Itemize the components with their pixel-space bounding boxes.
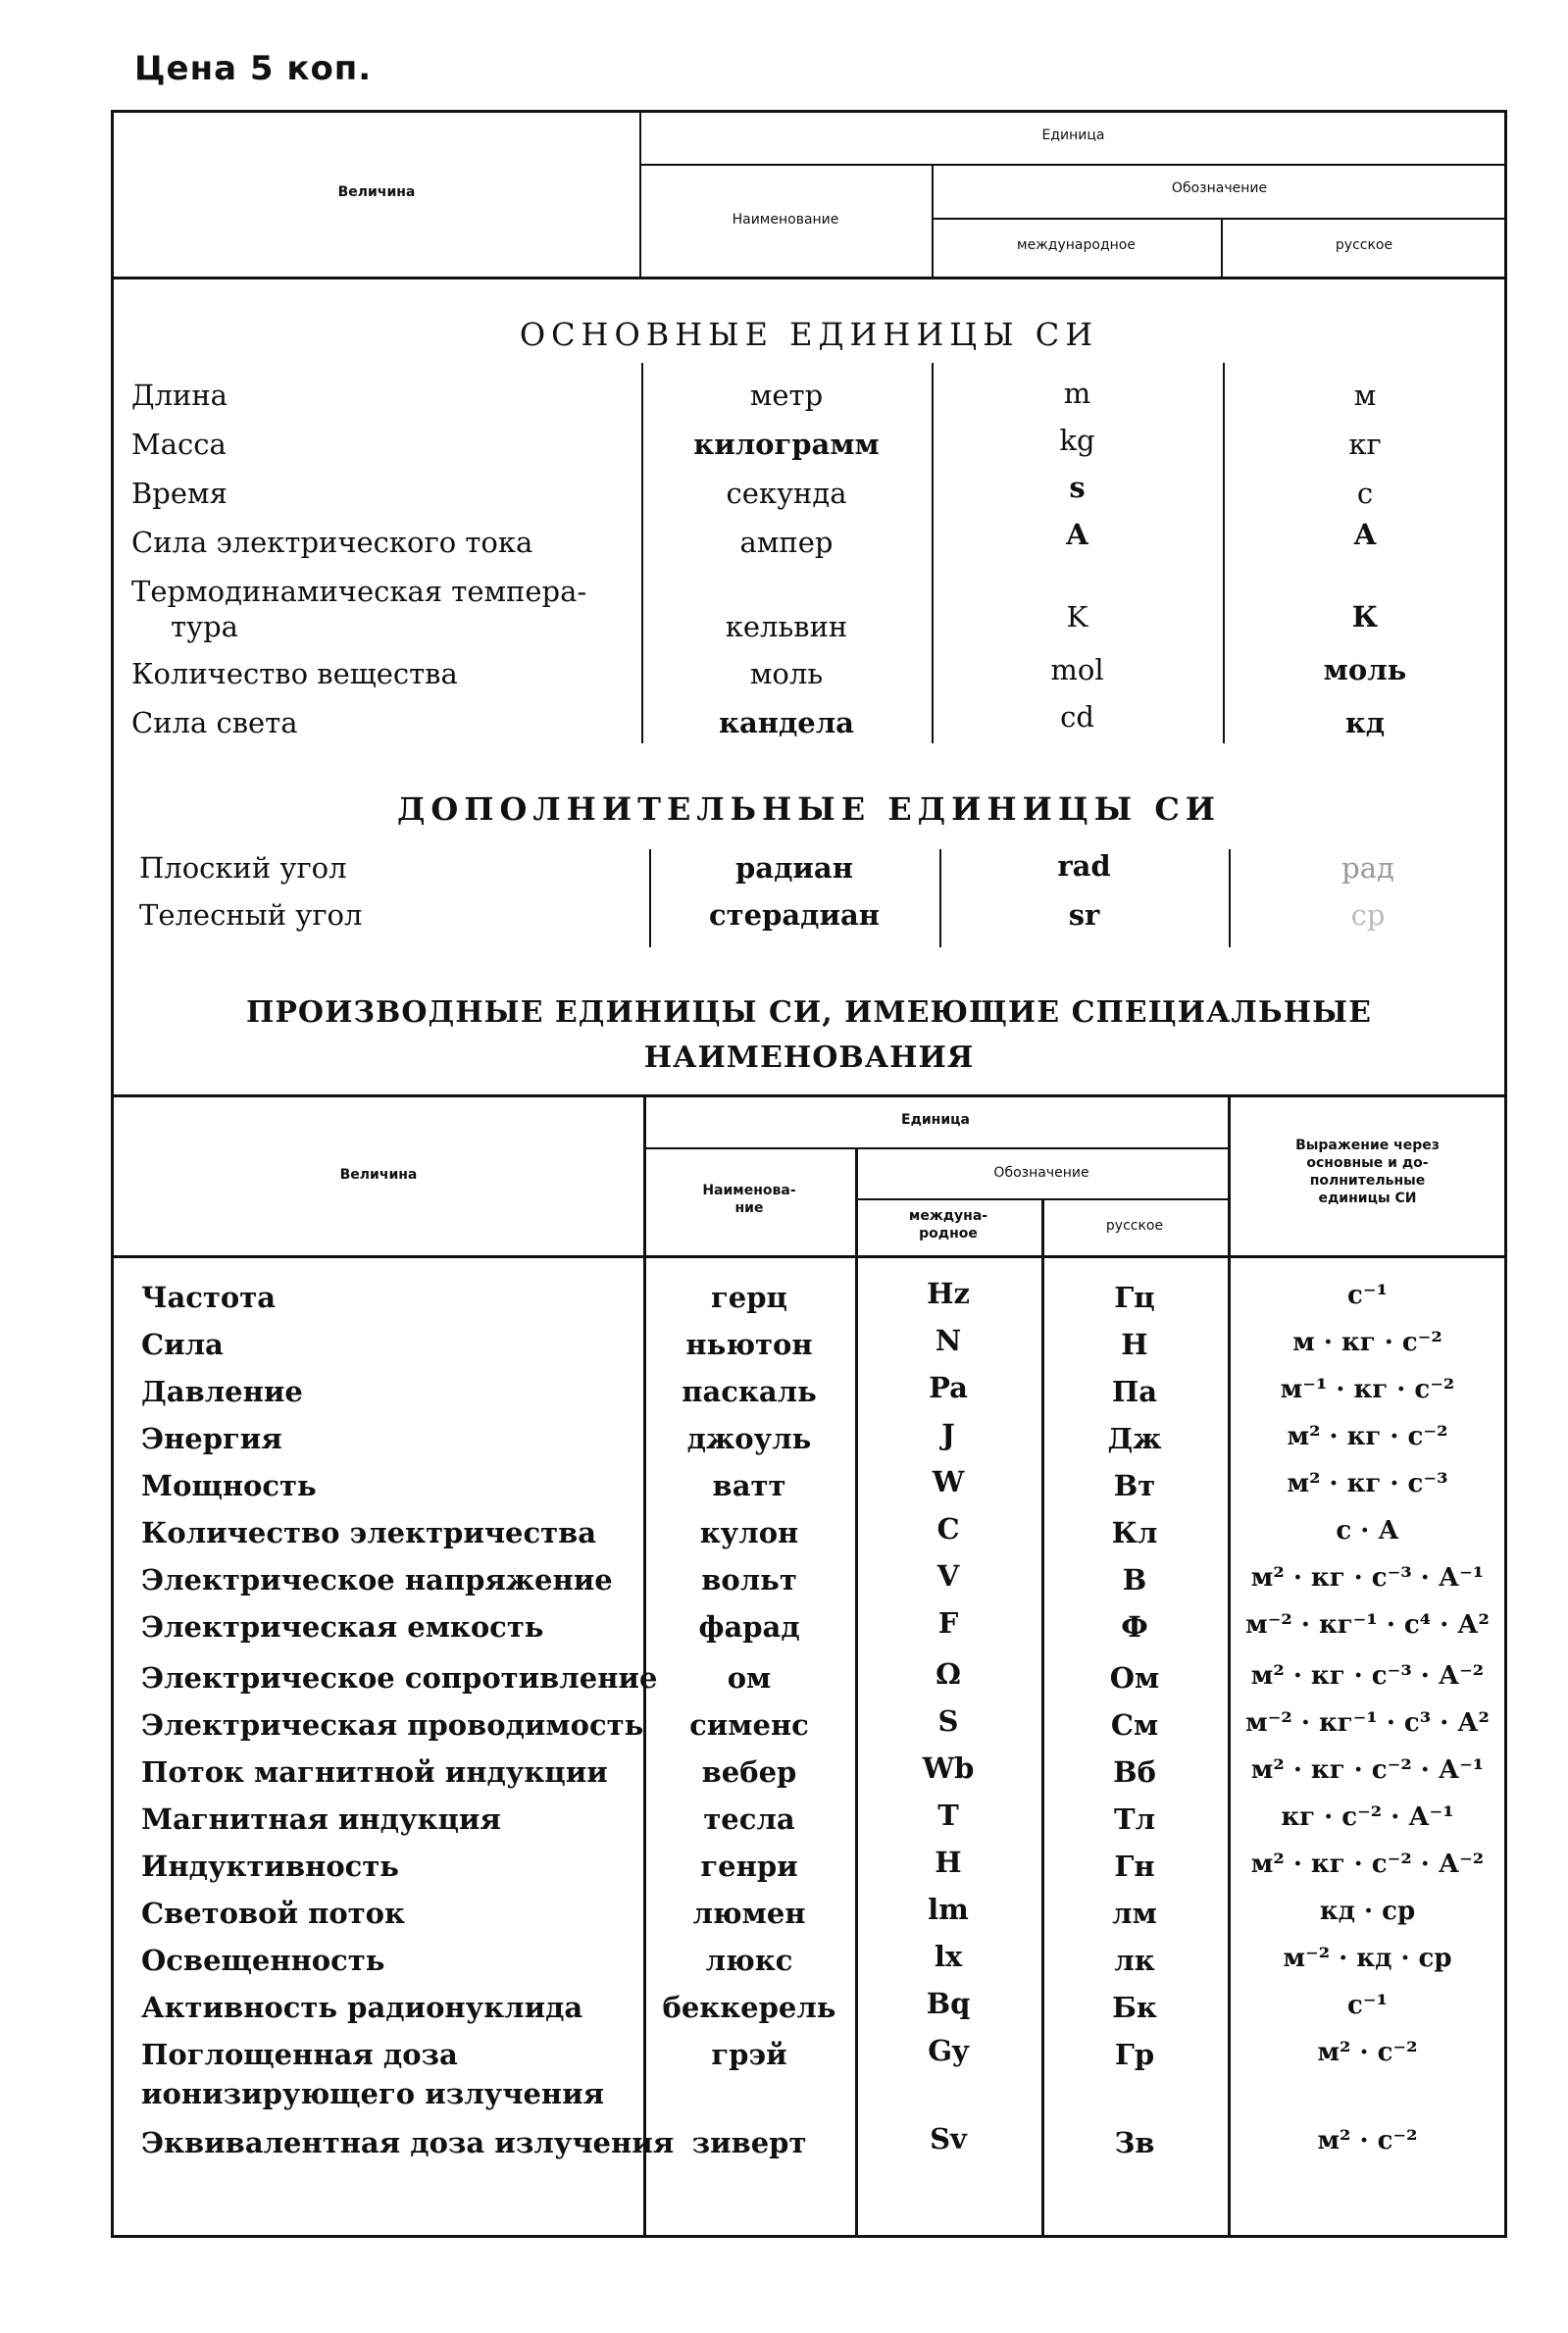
header2-name-l1: Наименова-	[702, 1183, 796, 1198]
header1-name: Наименование	[732, 212, 839, 228]
header1-bottom-line	[111, 277, 1507, 279]
derived-quantity: Электрическая проводимость	[141, 1708, 644, 1742]
basic-quantity: Время	[131, 477, 228, 510]
basic-name: моль	[749, 657, 824, 690]
derived-expr: м² · кг · с⁻² · А⁻²	[1250, 1850, 1485, 1879]
derived-expr: м² · кг · с⁻³ · А⁻²	[1250, 1661, 1485, 1691]
header1-quantity: Величина	[337, 184, 416, 200]
basic-quantity: Количество вещества	[131, 657, 458, 690]
derived-name: ньютон	[685, 1328, 813, 1361]
header2-designation: Обозначение	[993, 1165, 1089, 1181]
derived-expr: м · кг · с⁻²	[1292, 1328, 1442, 1357]
supp-rus: рад	[1341, 851, 1394, 885]
derived-quantity: Электрическая емкость	[141, 1610, 544, 1644]
basic-quantity: Сила электрического тока	[131, 526, 533, 559]
derived-name: ватт	[712, 1469, 786, 1502]
derived-expr: м⁻² · кг⁻¹ · с³ · А²	[1245, 1708, 1490, 1738]
basic-rus: кд	[1344, 706, 1386, 739]
derived-rus: Н	[1121, 1328, 1148, 1361]
basic-intl: m	[1063, 377, 1091, 410]
basic-intl: mol	[1050, 653, 1104, 686]
header2-expr-l4: единицы СИ	[1318, 1191, 1417, 1206]
derived-quantity: Освещенность	[141, 1944, 385, 1977]
section-derived-title-line2: НАИМЕНОВАНИЯ	[643, 1040, 975, 1075]
derived-intl: Bq	[926, 1987, 971, 2020]
header1-divider-designation	[932, 218, 1507, 220]
header2-expr-l3: полнительные	[1309, 1173, 1426, 1189]
derived-name: ом	[727, 1661, 772, 1695]
header2-intl-l2: родное	[919, 1226, 978, 1242]
basic-name: кельвин	[725, 610, 848, 643]
basic-quantity: Сила света	[131, 706, 298, 739]
derived-expr: м² · кг · с⁻³ · А⁻¹	[1250, 1563, 1485, 1593]
derived-expr: м⁻² · кд · ср	[1283, 1944, 1452, 1973]
derived-name: сименс	[689, 1708, 809, 1742]
derived-expr: м² · кг · с⁻³	[1287, 1469, 1448, 1498]
derived-quantity: Поток магнитной индукции	[141, 1755, 608, 1789]
derived-quantity: Давление	[141, 1375, 303, 1408]
derived-expr: м⁻² · кг⁻¹ · с⁴ · А²	[1245, 1610, 1490, 1640]
header2-divider-designation	[855, 1198, 1228, 1200]
header1-russian: русское	[1335, 237, 1393, 253]
basic-rus: м	[1353, 379, 1377, 412]
derived-quantity: Активность радионуклида	[141, 1991, 583, 2024]
derived-quantity: Количество электричества	[141, 1516, 597, 1549]
header1-designation: Обозначение	[1171, 180, 1268, 196]
basic-rus: кг	[1348, 428, 1382, 461]
derived-rus: Кл	[1111, 1516, 1158, 1549]
derived-intl: J	[941, 1418, 955, 1451]
basic-intl: A	[1066, 518, 1088, 551]
basic-rus: с	[1356, 477, 1374, 510]
header2-top-line	[111, 1094, 1507, 1097]
derived-rus: Бк	[1112, 1991, 1157, 2024]
derived-name: зиверт	[691, 2126, 807, 2159]
derived-intl: Sv	[930, 2122, 967, 2155]
derived-quantity: Эквивалентная доза излучения	[141, 2126, 675, 2159]
derived-intl: Pa	[929, 1371, 968, 1404]
derived-expr: м² · с⁻²	[1317, 2038, 1418, 2067]
derived-rus: Ом	[1109, 1661, 1160, 1695]
derived-quantity: Энергия	[141, 1422, 282, 1455]
derived-name: кулон	[699, 1516, 799, 1549]
derived-name: вольт	[701, 1563, 797, 1597]
header2-unit: Единица	[901, 1112, 970, 1128]
derived-intl: W	[932, 1465, 965, 1498]
basic-quantity: Термодинамическая темпера-	[131, 575, 587, 608]
derived-intl: F	[937, 1606, 959, 1640]
supp-quantity: Плоский угол	[139, 851, 347, 885]
basic-rus: А	[1353, 518, 1377, 551]
derived-name: генри	[700, 1850, 798, 1883]
basic-name: кандела	[719, 706, 854, 739]
derived-expr: кг · с⁻² · А⁻¹	[1281, 1802, 1454, 1832]
derived-rus: Ф	[1121, 1610, 1148, 1644]
derived-name: фарад	[698, 1610, 800, 1644]
derived-intl: Ω	[936, 1657, 961, 1691]
derived-expr: м² · с⁻²	[1317, 2126, 1418, 2155]
derived-quantity: Магнитная индукция	[141, 1802, 501, 1836]
derived-quantity: Мощность	[141, 1469, 317, 1502]
supp-name: радиан	[735, 851, 853, 885]
header1-divider-unit	[639, 164, 1507, 166]
header2-expr-l1: Выражение через	[1295, 1138, 1440, 1153]
header2-expr-l2: основные и до-	[1306, 1155, 1429, 1171]
section-basic-title: ОСНОВНЫЕ ЕДИНИЦЫ СИ	[519, 316, 1099, 353]
derived-name: грэй	[711, 2038, 787, 2071]
basic-intl: cd	[1060, 700, 1094, 734]
derived-intl: Wb	[922, 1751, 975, 1785]
derived-intl: V	[936, 1559, 960, 1593]
derived-quantity: Сила	[141, 1328, 224, 1361]
derived-quantity: Электрическое напряжение	[141, 1563, 613, 1597]
derived-name: беккерель	[662, 1991, 836, 2024]
derived-rus: Дж	[1107, 1422, 1162, 1455]
derived-name: вебер	[701, 1755, 797, 1789]
header2-name-l2: ние	[734, 1200, 764, 1216]
derived-rus: См	[1110, 1708, 1159, 1742]
derived-rus: лк	[1114, 1944, 1155, 1977]
derived-rus: Гн	[1114, 1850, 1155, 1883]
basic-name: секунда	[726, 477, 847, 510]
basic-quantity: Масса	[131, 428, 227, 461]
derived-expr: м² · кг · с⁻²	[1287, 1422, 1448, 1451]
derived-intl: lm	[928, 1893, 969, 1926]
basic-intl: kg	[1059, 424, 1095, 457]
derived-name: джоуль	[686, 1422, 812, 1455]
derived-quantity: Световой поток	[141, 1897, 405, 1930]
derived-rus: В	[1122, 1563, 1147, 1597]
supp-rus: ср	[1350, 898, 1386, 932]
price-label: Цена 5 коп.	[134, 49, 373, 88]
derived-intl: T	[937, 1799, 959, 1832]
basic-quantity: Длина	[131, 379, 228, 412]
derived-expr: с · А	[1336, 1516, 1399, 1546]
derived-rus: Вт	[1113, 1469, 1156, 1502]
section-derived-title-line1: ПРОИЗВОДНЫЕ ЕДИНИЦЫ СИ, ИМЕЮЩИЕ СПЕЦИАЛЬНЫЕ	[246, 995, 1372, 1030]
basic-name: ампер	[739, 526, 834, 559]
header2-bottom-line	[111, 1255, 1507, 1258]
supp-quantity: Телесный угол	[139, 898, 363, 932]
derived-quantity: Электрическое сопротивление	[141, 1661, 658, 1695]
derived-rus: Гр	[1114, 2038, 1155, 2071]
derived-intl: N	[935, 1324, 962, 1357]
derived-quantity: Индуктивность	[141, 1850, 399, 1883]
derived-col-divider-2	[855, 1147, 858, 2238]
supp-intl: rad	[1057, 849, 1111, 883]
basic-rus: моль	[1323, 653, 1407, 686]
derived-name: тесла	[703, 1802, 795, 1836]
derived-intl: lx	[934, 1940, 963, 1973]
derived-rus: Зв	[1114, 2126, 1155, 2159]
derived-rus: Вб	[1113, 1755, 1156, 1789]
basic-quantity-cont: тура	[171, 610, 238, 643]
derived-expr: м⁻¹ · кг · с⁻²	[1280, 1375, 1455, 1404]
derived-quantity: Частота	[141, 1281, 276, 1314]
section-supp-title: ДОПОЛНИТЕЛЬНЫЕ ЕДИНИЦЫ СИ	[396, 790, 1222, 828]
basic-rus: К	[1351, 600, 1379, 634]
header2-quantity: Величина	[339, 1167, 418, 1183]
derived-expr: кд · ср	[1319, 1897, 1416, 1926]
basic-name: килограмм	[693, 428, 880, 461]
derived-name: паскаль	[682, 1375, 817, 1408]
derived-rus: Па	[1111, 1375, 1158, 1408]
derived-intl: S	[937, 1704, 959, 1738]
derived-expr: м² · кг · с⁻² · А⁻¹	[1250, 1755, 1485, 1785]
derived-intl: C	[936, 1512, 960, 1546]
derived-quantity: Поглощенная доза	[141, 2038, 458, 2071]
basic-intl: K	[1066, 600, 1088, 634]
derived-expr: с⁻¹	[1347, 1281, 1388, 1310]
derived-intl: Hz	[927, 1277, 970, 1310]
derived-rus: лм	[1112, 1897, 1157, 1930]
derived-name: герц	[711, 1281, 787, 1314]
header1-unit: Единица	[1041, 127, 1105, 143]
derived-rus: Тл	[1113, 1802, 1156, 1836]
derived-quantity-cont: ионизирующего излучения	[141, 2077, 605, 2110]
derived-name: люмен	[692, 1897, 806, 1930]
header2-intl-l1: междуна-	[908, 1208, 988, 1224]
derived-rus: Гц	[1114, 1281, 1155, 1314]
supp-intl: sr	[1068, 898, 1100, 932]
derived-intl: H	[935, 1846, 962, 1879]
derived-expr: с⁻¹	[1347, 1991, 1388, 2020]
basic-name: метр	[749, 379, 824, 412]
header1-international: международное	[1017, 237, 1136, 253]
header2-russian: русское	[1105, 1218, 1164, 1234]
derived-intl: Gy	[928, 2034, 969, 2067]
basic-intl: s	[1069, 471, 1086, 504]
supp-name: стерадиан	[709, 898, 880, 932]
derived-name: люкс	[705, 1944, 793, 1977]
header2-divider-unit	[643, 1147, 1228, 1149]
